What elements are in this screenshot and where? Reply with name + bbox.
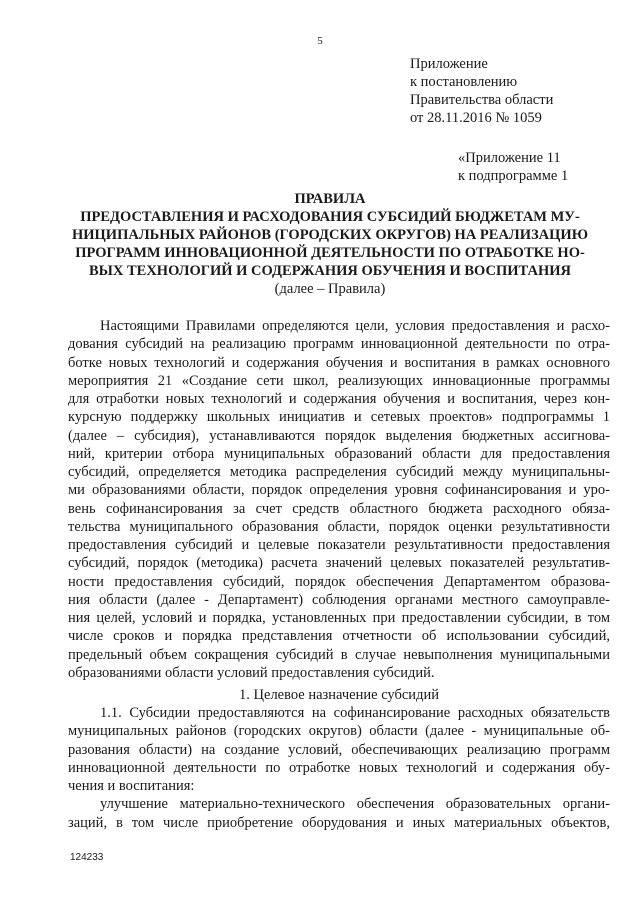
text-line: для отработки новых технологий и содержания обучения и воспитания, через кон-: [68, 391, 610, 407]
text-line: ния области (далее - Департамент) соблюдения органами местного самоуправле-: [68, 591, 610, 608]
document-title: [60, 190, 600, 298]
title-main: ПРАВИЛА: [294, 191, 366, 207]
text-line: предоставления субсидий и целевые показатели результативности предоставления: [68, 537, 610, 553]
text-line: Настоящими Правилами определяются цели, условия предоставления и расхо-: [100, 318, 610, 334]
text-line: ности предоставления субсидий, порядок обеспечения Департаментом образова-: [68, 573, 610, 590]
annex-line: к постановлению: [410, 74, 518, 90]
annex2-line: «Приложение 11: [458, 150, 561, 166]
text-line: мероприятия 21 «Создание сети школ, реализующих инновационные программы: [68, 372, 610, 389]
title-line: ВЫХ ТЕХНОЛОГИЙ И СОДЕРЖАНИЯ ОБУЧЕНИЯ И ВОСПИТАНИЯ: [88, 263, 571, 279]
annex-line: Приложение: [410, 56, 488, 72]
text-line: инновационной деятельности по отработке новых технологий и содержания обу-: [68, 759, 610, 776]
page-number: 5: [317, 35, 323, 47]
text-line: 1.1. Субсидии предоставляются на софинансирование расходных обязательств: [100, 705, 610, 721]
text-line: разования области) на создание условий, обеспечивающих реализацию программ: [68, 741, 610, 758]
text-line: субсидий, определяется методика распределения субсидий между муниципальны-: [68, 464, 610, 480]
text-line: муниципальных районов (городских округов) области (далее - муниципальные об-: [68, 723, 610, 740]
annex-line: Правительства области: [410, 92, 554, 108]
text-line: тельства муниципального образования области, порядок оценки результативности: [68, 518, 610, 535]
annex-line: от 28.11.2016 № 1059: [410, 110, 542, 126]
text-line: вень софинансирования за счет средств областного бюджета расходного обяза-: [68, 500, 610, 517]
text-line: числе сроков и порядка представления отчетности об использовании субсидий,: [68, 628, 610, 645]
title-line: НИЦИПАЛЬНЫХ РАЙОНОВ (ГОРОДСКИХ ОКРУГОВ) НА РЕАЛИЗАЦИЮ: [71, 227, 589, 243]
text-line: (далее – субсидия), устанавливаются порядок выделения бюджетных ассигнова-: [68, 427, 610, 444]
text-line: субсидий, порядок (методика) расчета значений целевых показателей результатив-: [68, 555, 610, 572]
title-subtitle: [60, 208, 600, 280]
title-line: ПРОГРАММ ИННОВАЦИОННОЙ ДЕЯТЕЛЬНОСТИ ПО ОТРАБОТКЕ НО-: [75, 245, 585, 261]
title-note: (далее – Правила): [274, 281, 386, 297]
footer-code: 124233: [70, 852, 104, 863]
section1-paragraph: [68, 704, 610, 832]
text-line: образованиями области условий предоставления субсидий.: [68, 664, 435, 681]
text-line: заций, в том числе приобретение оборудования и иных материальных объектов,: [68, 814, 610, 831]
text-line: чения и воспитания:: [68, 778, 195, 794]
annex-block: [410, 55, 553, 127]
annex2-block: [458, 149, 568, 185]
intro-paragraph: [68, 317, 610, 682]
title-line: ПРЕДОСТАВЛЕНИЯ И РАСХОДОВАНИЯ СУБСИДИЙ БЮДЖЕТАМ МУ-: [80, 209, 580, 225]
text-line: курсную поддержку школьных инициатив и сетевых проектов» подпрограммы 1: [68, 409, 610, 426]
text-line: ботке новых технологий и содержания обучения и воспитания в рамках основного: [68, 354, 610, 371]
text-line: ми образованиями области, порядок определения уровня софинансирования и уро-: [68, 482, 610, 499]
text-line: ния целей, условий и порядка, установленных при предоставлении субсидии, в том: [68, 610, 610, 626]
text-line: дования субсидий на реализацию программ инновационной деятельности по отра-: [68, 336, 610, 353]
annex2-line: к подпрограмме 1: [458, 168, 569, 184]
text-line: улучшение материально-технического обеспечения образовательных органи-: [100, 796, 610, 813]
section-heading: 1. Целевое назначение субсидий: [239, 687, 439, 703]
text-line: предельный объем сокращения субсидий в случае невыполнения муниципальными: [68, 646, 610, 663]
text-line: ний, критерии отбора муниципальных образований области для предоставления: [68, 445, 610, 462]
